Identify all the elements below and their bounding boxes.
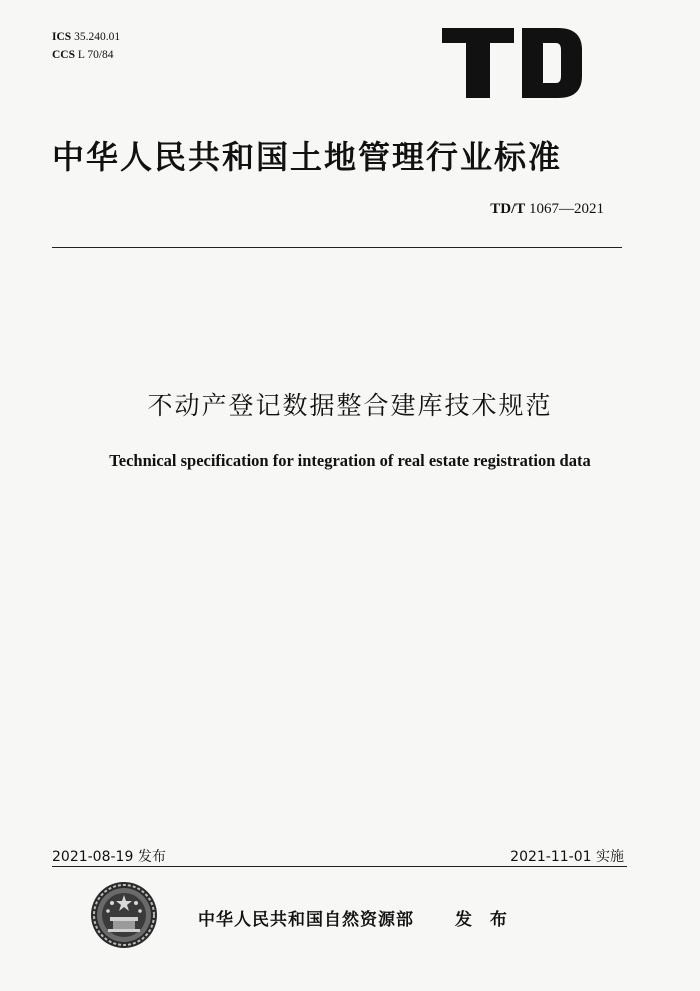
issue-word: 发 布 (455, 910, 513, 930)
issue-date: 2021-08-19 (52, 849, 134, 865)
bottom-divider (52, 866, 627, 867)
standard-code-prefix: TD/T (490, 201, 526, 217)
issue-date-line (52, 846, 166, 866)
title-english: Technical specification for integration of real estate registration data (109, 451, 591, 470)
org-title: 中华人民共和国土地管理行业标准 (52, 138, 563, 176)
top-divider (52, 247, 622, 248)
classification-codes (52, 28, 120, 64)
issue-label: 发布 (137, 849, 166, 865)
issuing-authority: 中华人民共和国自然资源部 (198, 910, 414, 930)
ics-line (52, 28, 120, 46)
ccs-line (52, 46, 120, 64)
national-emblem-icon (90, 881, 158, 949)
td-logo (442, 28, 582, 98)
standard-code-number: 1067—2021 (529, 201, 604, 217)
ccs-value: L 70/84 (77, 49, 114, 61)
implement-date-line (510, 846, 624, 866)
standard-number (490, 201, 604, 218)
ics-label: ICS (52, 31, 72, 43)
implement-label: 实施 (596, 849, 624, 865)
implement-date: 2021-11-01 (510, 849, 592, 865)
ics-value: 35.240.01 (74, 31, 121, 43)
title-chinese: 不动产登记数据整合建库技术规范 (147, 391, 553, 420)
ccs-label: CCS (52, 49, 76, 61)
